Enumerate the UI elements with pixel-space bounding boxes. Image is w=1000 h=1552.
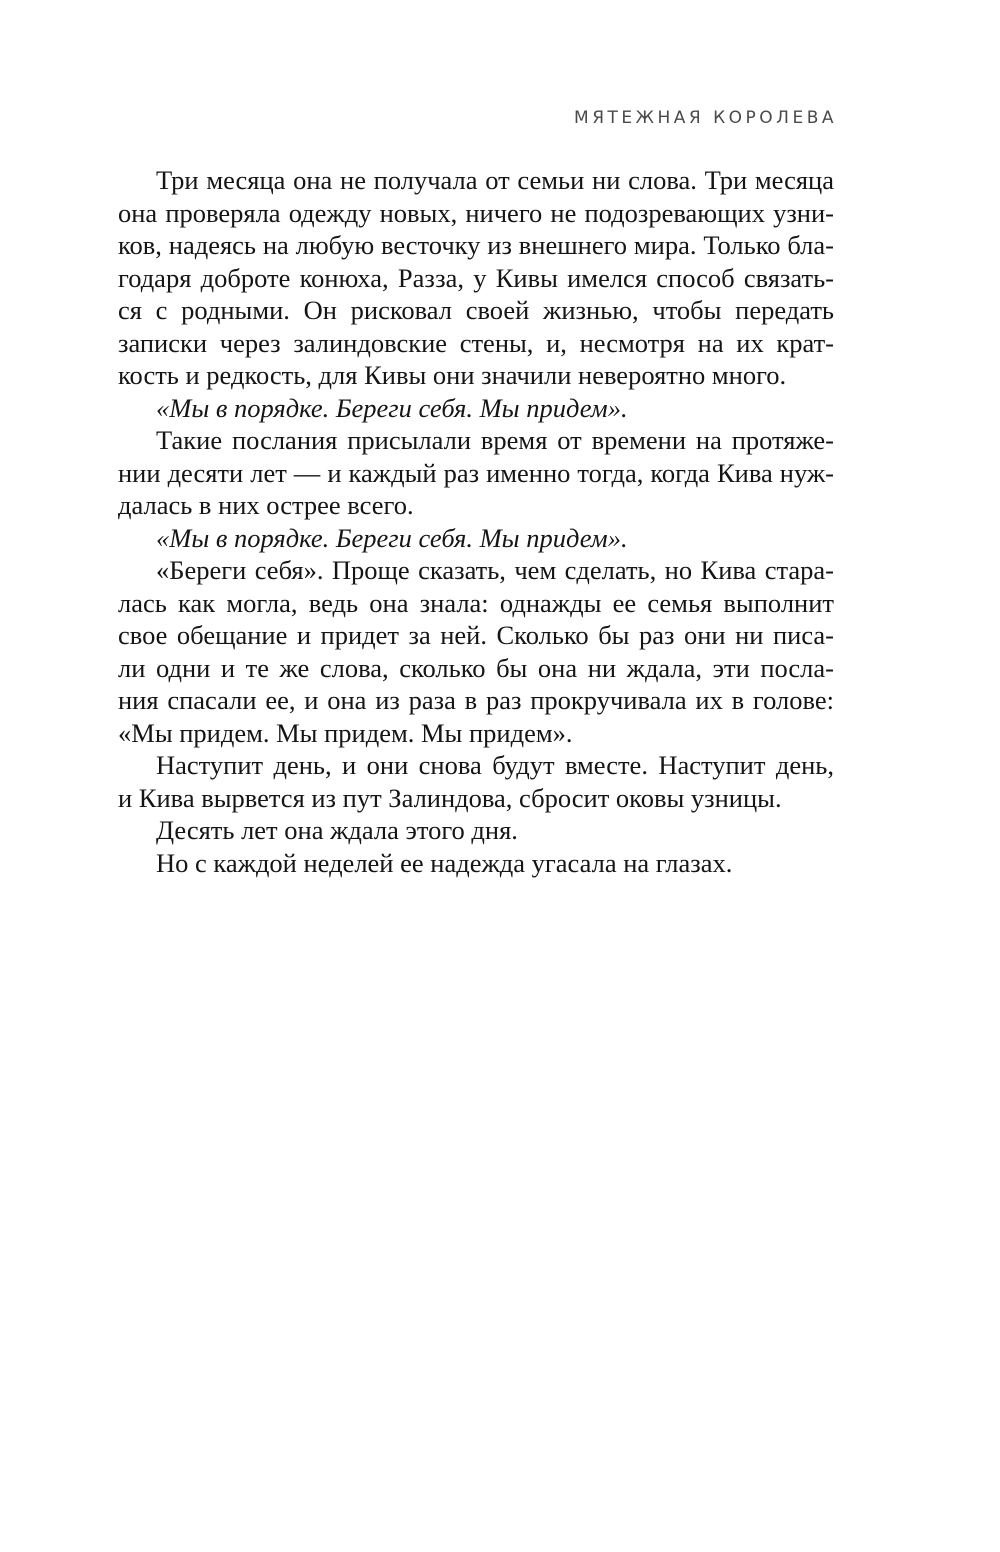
text-line: «Мы придем. Мы придем. Мы придем».: [118, 717, 573, 748]
text-line: годаря доброте конюха, Разза, у Кивы имелся способ связать-: [118, 262, 834, 293]
text-line: записки через залиндовские стены, и, несмотря на их крат-: [118, 327, 834, 358]
text-line: далась в них острее всего.: [118, 490, 414, 520]
text-line: «Береги себя». Проще сказать, чем сделать, но Кива стара-: [156, 555, 834, 585]
body-text: [118, 164, 834, 879]
italic-quote-line: «Мы в порядке. Береги себя. Мы придем».: [156, 522, 628, 553]
text-line: Такие послания присылали время от времени на протяже-: [156, 425, 834, 455]
text-line: и Кива вырвется из пут Залиндова, сбросит оковы узницы.: [118, 782, 782, 813]
text-line: Наступит день, и они снова будут вместе. Наступит день,: [156, 750, 834, 780]
text-line: свое обещание и придет за ней. Сколько бы раз они ни писа-: [118, 620, 834, 650]
text-line: она проверяла одежду новых, ничего не подозревающих узни-: [118, 197, 834, 228]
text-line: Десять лет она ждала этого дня.: [156, 815, 518, 845]
text-line: Три месяца она не получала от семьи ни слова. Три месяца: [156, 165, 834, 195]
text-line: Но с каждой неделей ее надежда угасала на глазах.: [156, 847, 733, 878]
text-line: ся с родными. Он рисковал своей жизнью, чтобы передать: [118, 295, 834, 325]
text-line: нии десяти лет — и каждый раз именно тогда, когда Кива нуж-: [118, 457, 834, 488]
running-head: МЯТЕЖНАЯ КОРОЛЕВА: [574, 108, 837, 128]
text-line: ния спасали ее, и она из раза в раз прокручивала их в голове:: [118, 685, 834, 715]
italic-quote-line: «Мы в порядке. Береги себя. Мы придем».: [156, 392, 628, 423]
text-line: ков, надеясь на любую весточку из внешнего мира. Только бла-: [118, 230, 834, 260]
text-line: ли одни и те же слова, сколько бы она ни ждала, эти посла-: [118, 652, 834, 683]
text-line: лась как могла, ведь она знала: однажды ее семья выполнит: [118, 587, 834, 618]
text-line: кость и редкость, для Кивы они значили невероятно много.: [118, 360, 787, 390]
